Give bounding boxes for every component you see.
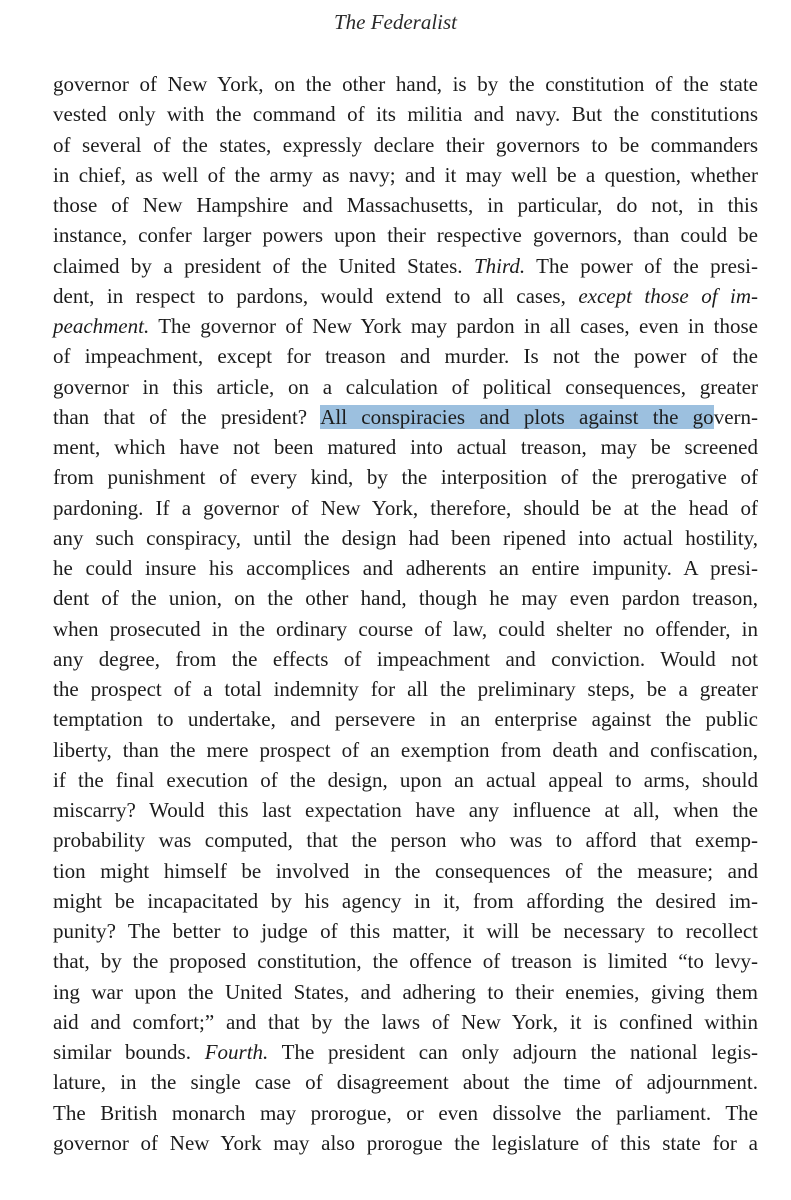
text-line — [53, 220, 758, 250]
text-segment: he could insure his accomplices and adherents an entire impunity. A presi- — [53, 556, 758, 580]
text-segment: The British monarch may prorogue, or even dissolve the parliament. The — [53, 1100, 758, 1125]
text-line — [53, 614, 758, 644]
text-segment: ing war upon the United States, and adhering to their enemies, giving them — [53, 979, 758, 1004]
text-line — [53, 1098, 758, 1128]
text-line — [53, 341, 758, 371]
text-segment: similar bounds. — [53, 1040, 205, 1064]
text-line — [53, 99, 758, 129]
text-line — [53, 372, 758, 402]
text-segment: ment, which have not been matured into actual treason, may be screened — [53, 435, 758, 459]
text-line — [53, 1067, 758, 1097]
text-line — [53, 523, 758, 553]
text-line — [53, 946, 758, 976]
text-segment: from punishment of every kind, by the interposition of the prerogative of — [53, 465, 758, 490]
text-line — [53, 583, 758, 613]
text-line — [53, 1037, 758, 1067]
text-segment: liberty, than the mere prospect of an exemption from death and confiscation, — [53, 737, 758, 762]
text-line — [53, 402, 758, 432]
running-head: The Federalist — [333, 10, 458, 34]
text-line — [53, 856, 758, 886]
text-segment: dent of the union, on the other hand, though he may even pardon treason, — [53, 586, 758, 611]
text-line — [53, 1128, 758, 1158]
text-segment: might be incapacitated by his agency in it, from affording the desired im- — [53, 888, 758, 913]
text-line — [53, 704, 758, 734]
text-segment: aid and comfort;” and that by the laws of New York, it is confined within — [53, 1009, 758, 1034]
text-line — [53, 765, 758, 795]
text-line — [53, 644, 758, 674]
text-line — [53, 190, 758, 220]
text-segment: vern- — [713, 404, 758, 429]
text-line — [53, 69, 758, 99]
highlighted-selection[interactable]: All conspiracies and plots against the go — [320, 404, 714, 429]
text-line — [53, 1007, 758, 1037]
text-line — [53, 825, 758, 855]
text-segment: The governor of New York may pardon in all cases, even in those — [149, 314, 758, 338]
text-line — [53, 493, 758, 523]
text-segment: vested only with the command of its militia and navy. But the constitutions — [53, 102, 758, 127]
text-segment: The president can only adjourn the national legis- — [268, 1040, 759, 1064]
text-segment: those of New Hampshire and Massachusetts, in particular, do not, in this — [53, 193, 758, 217]
text-segment: the prospect of a total indemnity for all the preliminary steps, be a greater — [53, 677, 758, 701]
text-segment: of impeachment, except for treason and murder. Is not the power of the — [53, 344, 758, 369]
text-segment: than that of the president? — [53, 404, 321, 429]
text-line — [53, 311, 758, 341]
text-segment: punity? The better to judge of this matter, it will be necessary to recollect — [53, 919, 758, 943]
text-segment: any such conspiracy, until the design had been ripened into actual hostility, — [53, 525, 758, 550]
text-segment: lature, in the single case of disagreement about the time of adjournment. — [53, 1070, 758, 1095]
body-text[interactable] — [53, 69, 758, 1158]
text-segment: that, by the proposed constitution, the offence of treason is limited “to levy- — [53, 949, 758, 974]
text-segment: governor of New York may also prorogue the legislature of this state for a — [53, 1130, 758, 1155]
text-segment: of several of the states, expressly declare their governors to be commanders — [53, 132, 758, 157]
text-line — [53, 130, 758, 160]
text-line — [53, 886, 758, 916]
text-segment: governor of New York, on the other hand, is by the constitution of the state — [53, 72, 758, 96]
text-segment: in chief, as well of the army as navy; and it may well be a question, whether — [53, 162, 758, 187]
text-segment: any degree, from the effects of impeachment and conviction. Would not — [53, 646, 758, 671]
text-line — [53, 281, 758, 311]
text-line — [53, 977, 758, 1007]
text-segment: dent, in respect to pardons, would extend to all cases, — [53, 283, 579, 308]
text-segment: when prosecuted in the ordinary course of law, could shelter no offender, in — [53, 616, 758, 641]
text-segment: The power of the presi- — [525, 253, 758, 278]
text-segment: miscarry? Would this last expectation have any influence at all, when the — [53, 798, 758, 822]
text-segment: probability was computed, that the person who was to afford that exemp- — [53, 828, 758, 853]
text-line — [53, 160, 758, 190]
text-segment: tion might himself be involved in the consequences of the measure; and — [53, 858, 758, 883]
text-segment: if the final execution of the design, upon an actual appeal to arms, should — [53, 767, 758, 792]
text-segment: governor in this article, on a calculation of political consequences, greater — [53, 374, 758, 399]
italic-text: Fourth. — [204, 1040, 269, 1064]
italic-text: peachment. — [53, 314, 150, 338]
text-line — [53, 251, 758, 281]
text-line — [53, 916, 758, 946]
text-line — [53, 674, 758, 704]
text-line — [53, 432, 758, 462]
text-line — [53, 553, 758, 583]
text-segment: claimed by a president of the United States. — [53, 253, 474, 278]
text-segment: pardoning. If a governor of New York, therefore, should be at the head of — [53, 495, 758, 520]
italic-text: except those of im- — [578, 283, 758, 308]
text-line — [53, 462, 758, 492]
text-line — [53, 795, 758, 825]
text-line — [53, 735, 758, 765]
italic-text: Third. — [473, 253, 526, 278]
text-segment: temptation to undertake, and persevere in an enterprise against the public — [53, 707, 758, 732]
text-segment: instance, confer larger powers upon their respective governors, than could be — [53, 223, 758, 248]
